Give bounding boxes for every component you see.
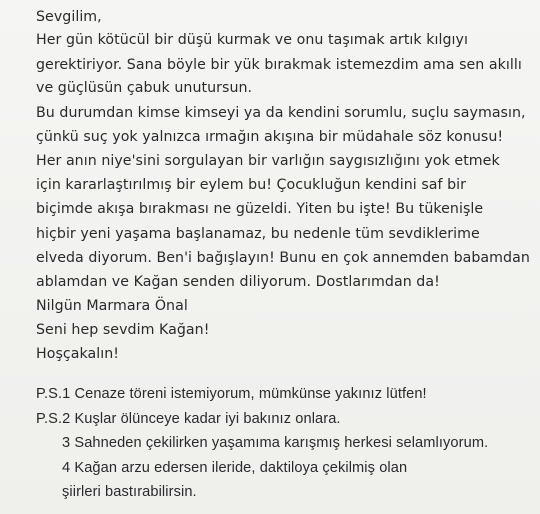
postscript-2: P.S.2 Kuşlar ölünceye kadar iyi bakınız onlara. [36,411,341,427]
salutation: Sevgilim, [36,9,102,25]
body-line: çünkü suç yok yalnızca ırmağın akışına bir müdahale söz konusu! [36,129,504,145]
body-line: ve güçlüsün çabuk unutursun. [36,80,253,96]
body-line: hiçbir yeni yaşama başlanamaz, bu nedenle tüm sevdiklerime [36,226,480,242]
closing-line: Seni hep sevdim Kağan! [36,322,210,338]
body-line: için kararlaştırılmış bir eylem bu! Çocukluğun kendini saf bir [36,177,467,193]
postscript-1: P.S.1 Cenaze töreni istemiyorum, mümkünse yakınız lütfen! [36,386,427,402]
body-line: Her anın niye'sini sorgulayan bir varlığın saygısızlığını yok etmek [36,153,500,169]
signature: Nilgün Marmara Önal [36,298,188,314]
postscript-3: 3 Sahneden çekilirken yaşamıma karışmış herkesi selamlıyorum. [62,435,489,451]
postscript-4-continued: şiirleri bastırabilirsin. [62,484,197,500]
closing-line: Hoşçakalın! [36,346,120,362]
body-line: Bu durumdan kimse kimseyi ya da kendini sorumlu, suçlu saymasın, [36,105,526,121]
postscript-4: 4 Kağan arzu edersen ileride, daktiloya çekilmiş olan [62,460,408,476]
body-line: elveda diyorum. Ben'i bağışlayın! Bunu en çok annemden babamdan [36,250,530,266]
body-line: ablamdan ve Kağan senden diliyorum. Dostlarımdan da! [36,274,440,290]
body-line: gerektiriyor. Sana böyle bir yük bırakmak istemezdim ama sen akıllı [36,57,522,73]
body-line: Her gün kötücül bir düşü kurmak ve onu taşımak artık kılgıyı [36,32,468,48]
body-line: biçimde akışa bırakması ne güzeldi. Yiten bu işte! Bu tükenişle [36,201,484,217]
